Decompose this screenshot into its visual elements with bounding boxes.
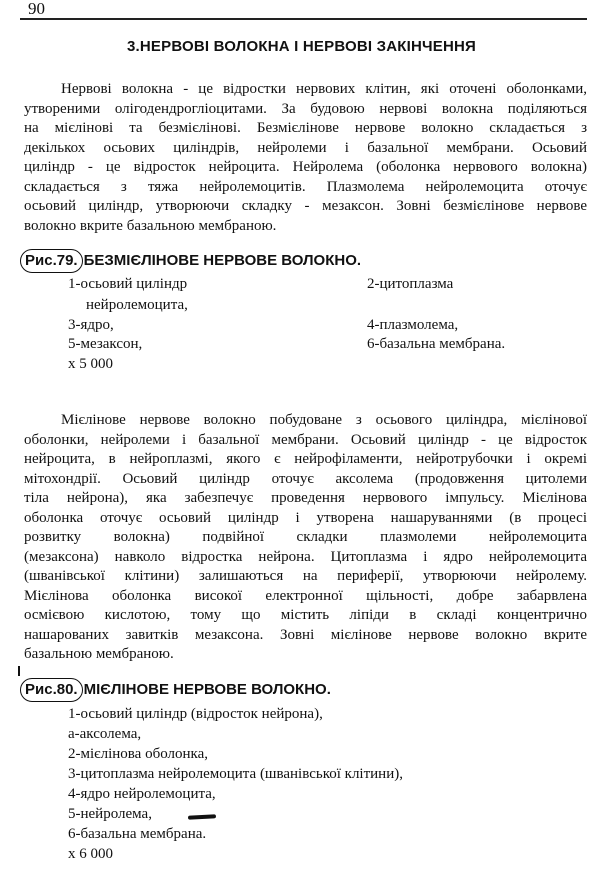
- figure-80-title: МІЄЛІНОВЕ НЕРВОВЕ ВОЛОКНО.: [83, 681, 331, 698]
- text-line: Мієлінове нервове волокно побудоване з осьового циліндра, мієлінової: [61, 412, 587, 428]
- text-line: осьовий циліндр, утворюючи складку - мезаксон. Зовні безмієлінове нервове: [24, 198, 587, 214]
- figure-79-legend-item: 2-цитоплазма: [367, 276, 454, 292]
- text-line: розвитку волокна) подвійної складки плазмолеми нейролемоцита: [24, 529, 587, 545]
- figure-80-legend-item: а-аксолема,: [68, 726, 142, 742]
- text-line: утвореними олігодендрогліоцитами. За будовою нервові волокна поділяються: [24, 100, 587, 117]
- figure-79-heading: [20, 249, 361, 273]
- text-line: мітохондрії. Осьовий циліндр оточує аксолема (продовження цитолеми: [24, 470, 587, 487]
- figure-79-legend-item: х 5 000: [68, 356, 113, 372]
- figure-79-legend-item: 4-плазмолема,: [367, 317, 459, 333]
- text-line: (мезаксона) навколо відростка нейрона. Цитоплазма і ядро нейролемоцита: [24, 548, 587, 565]
- text-line: нейроцита, в нейроплазмі, якого є нейрофіламенти, нейротрубочки і окремі: [24, 451, 587, 467]
- figure-79-title: БЕЗМІЄЛІНОВЕ НЕРВОВЕ ВОЛОКНО.: [83, 252, 362, 269]
- figure-80-legend-item: 3-цитоплазма нейролемоцита (шванівської клітини),: [68, 766, 403, 782]
- section-title: 3.НЕРВОВІ ВОЛОКНА І НЕРВОВІ ЗАКІНЧЕННЯ: [126, 38, 477, 55]
- figure-80-legend-item: 1-осьовий циліндр (відросток нейрона),: [68, 706, 323, 722]
- figure-80-label: Рис.80.: [20, 678, 83, 702]
- text-line: нашарованих завитків мезаксона. Зовні мієлінове нервове волокно вкрите: [24, 626, 587, 643]
- text-line: базальною мембраною.: [24, 646, 174, 662]
- figure-80-legend-item: 2-мієлінова оболонка,: [68, 746, 208, 762]
- header-rule: [20, 18, 587, 20]
- figure-80-legend-item: х 6 000: [68, 846, 113, 862]
- text-line: тіла нейрона), яка забезпечує проведення нервового імпульсу. Мієлінова: [24, 490, 587, 506]
- text-line: волокно вкрите базальною мембраною.: [24, 217, 277, 234]
- figure-79-legend-item: нейролемоцита,: [86, 297, 188, 313]
- text-line: Нервові волокна - це відростки нервових клітин, які оточені оболонками,: [61, 81, 587, 97]
- paragraph-myelinated-fiber: [24, 411, 587, 665]
- text-line: осмієвою кислотою, тому що містить ліпіди в складі концентрично: [24, 607, 587, 623]
- paragraph-nerve-fibers: [24, 80, 587, 236]
- text-line: складається з тяжа нейролемоцитів. Плазмолема нейролемоцита оточує: [24, 178, 587, 195]
- figure-79-legend-item: 6-базальна мембрана.: [367, 336, 506, 352]
- text-line: циліндр - це відросток нейроцита. Нейролема (оболонка нервового волокна): [24, 159, 587, 175]
- figure-79-label: Рис.79.: [20, 249, 83, 273]
- figure-79-legend-item: 5-мезаксон,: [68, 336, 143, 352]
- pen-mark: [18, 666, 20, 676]
- text-line: оболонка оточує осьовий циліндр і утворена нашаруваннями (в процесі: [24, 509, 587, 526]
- figure-80-legend-item: 5-нейролема,: [68, 806, 152, 822]
- figure-79-legend-item: 3-ядро,: [68, 317, 114, 333]
- pen-underline-mark: [188, 814, 216, 819]
- text-line: (шванівської клітини) залишаються на периферії, утворюючи нейролему.: [24, 568, 587, 584]
- figure-80-legend-item: 6-базальна мембрана.: [68, 826, 207, 842]
- page-number: 90: [28, 0, 45, 18]
- figure-80-heading: [20, 678, 331, 702]
- text-line: Мієлінова оболонка високої електронної щільності, добре забарвлена: [24, 587, 587, 604]
- figure-80-legend-item: 4-ядро нейролемоцита,: [68, 786, 216, 802]
- text-line: оболонки, нейролеми і базальної мембрани. Осьовий циліндр - це відросток: [24, 431, 587, 448]
- text-line: на мієлінові та безмієлінові. Безмієлінове нервове волокно складається з: [24, 120, 587, 136]
- text-line: декількох осьових циліндрів, нейролеми і базальної мембрани. Осьовий: [24, 139, 587, 156]
- figure-79-legend-item: 1-осьовий циліндр: [68, 276, 188, 292]
